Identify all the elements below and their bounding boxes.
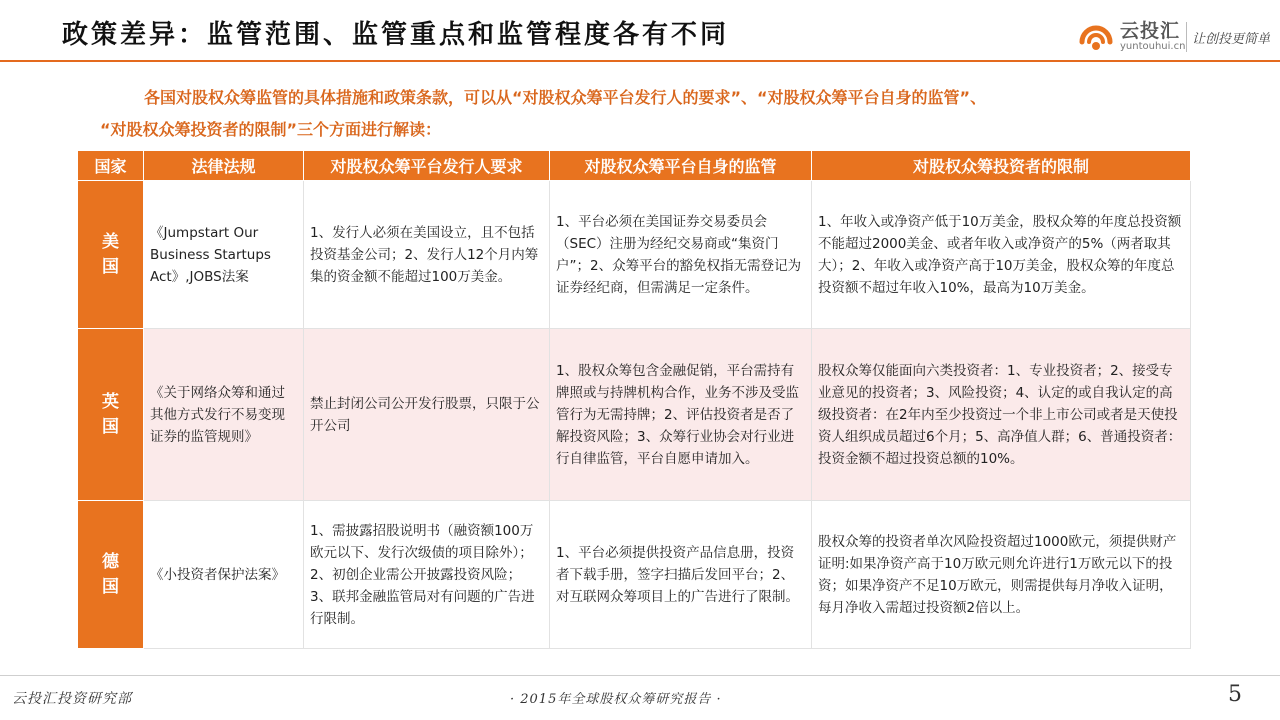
country-char: 国: [102, 416, 119, 437]
intro-text: [100, 82, 1180, 146]
logo-slogan: 让创投更简单: [1192, 32, 1271, 47]
intro-line-1: 各国对股权众筹监管的具体措施和政策条款，可以从“对股权众筹平台发行人的要求”、“对股权众筹平台自身的监管”、: [144, 88, 987, 107]
country-char: 国: [102, 256, 119, 277]
header-divider: [0, 60, 1280, 62]
logo-url: yuntouhui.cn: [1120, 41, 1186, 52]
platform-cell-us: 1、平台必须在美国证券交易委员会（SEC）注册为经纪交易商或“集资门户”；2、众筹平台的豁免权指无需登记为证券经纪商，但需满足一定条件。: [550, 181, 812, 329]
country-char: 美: [102, 231, 119, 252]
header-platform: 对股权众筹平台自身的监管: [550, 151, 812, 181]
page-number: 5: [1228, 682, 1242, 707]
investor-cell-uk: 股权众筹仅能面向六类投资者：1、专业投资者；2、接受专业意见的投资者；3、风险投资；4、认定的或自我认定的高级投资者：在2年内至少投资过一个非上市公司或者是天使投资人组织成员超过6个月；5、高净值人群；6、普通投资者：投资金额不超过投资总额的10%。: [812, 329, 1191, 501]
country-cell-us: [78, 181, 144, 329]
law-cell-us: 《Jumpstart Our Business Startups Act》,JOBS法案: [144, 181, 304, 329]
footer-divider: [0, 675, 1280, 676]
logo-name: 云投汇: [1120, 20, 1181, 42]
page-title: 政策差异：监管范围、监管重点和监管程度各有不同: [62, 20, 730, 50]
investor-cell-de: 股权众筹的投资者单次风险投资超过1000欧元，须提供财产证明:如果净资产高于10万欧元则允许进行1万欧元以下的投资；如果净资产不足10万欧元，则需提供每月净收入证明，每月净收入需超过投资额2倍以上。: [812, 501, 1191, 649]
header-investor: 对股权众筹投资者的限制: [812, 151, 1191, 181]
table-header-row: [78, 151, 1191, 181]
brand-logo: [1076, 14, 1276, 58]
footer-department: 云投汇投资研究部: [12, 691, 132, 707]
country-char: 英: [102, 391, 119, 412]
country-char: 德: [102, 551, 119, 572]
law-cell-uk: 《关于网络众筹和通过其他方式发行不易变现证券的监管规则》: [144, 329, 304, 501]
logo-divider: [1186, 22, 1187, 52]
table-row-uk: [78, 329, 1191, 501]
country-cell-uk: [78, 329, 144, 501]
issuer-cell-uk: 禁止封闭公司公开发行股票，只限于公开公司: [304, 329, 550, 501]
yuntouhui-logo-icon: [1076, 16, 1116, 56]
country-cell-de: [78, 501, 144, 649]
platform-cell-de: 1、平台必须提供投资产品信息册，投资者下载手册，签字扫描后发回平台；2、对互联网众筹项目上的广告进行了限制。: [550, 501, 812, 649]
table-row-de: [78, 501, 1191, 649]
policy-comparison-table: [77, 150, 1191, 649]
header-country: 国家: [78, 151, 144, 181]
table-row-us: [78, 181, 1191, 329]
law-cell-de: 《小投资者保护法案》: [144, 501, 304, 649]
header-issuer: 对股权众筹平台发行人要求: [304, 151, 550, 181]
country-char: 国: [102, 576, 119, 597]
investor-cell-us: 1、年收入或净资产低于10万美金，股权众筹的年度总投资额不能超过2000美金、或者年收入或净资产的5%（两者取其大）；2、年收入或净资产高于10万美金，股权众筹的年度总投资额不超过年收入10%，最高为10万美金。: [812, 181, 1191, 329]
intro-line-2: “对股权众筹投资者的限制”三个方面进行解读：: [100, 120, 442, 139]
footer-report-title: · 2015年全球股权众筹研究报告 ·: [510, 692, 722, 707]
platform-cell-uk: 1、股权众筹包含金融促销，平台需持有牌照或与持牌机构合作，业务不涉及受监管行为无需持牌；2、评估投资者是否了解投资风险；3、众筹行业协会对行业进行自律监管，平台自愿申请加入。: [550, 329, 812, 501]
issuer-cell-us: 1、发行人必须在美国设立，且不包括投资基金公司；2、发行人12个月内筹集的资金额不能超过100万美金。: [304, 181, 550, 329]
issuer-cell-de: 1、需披露招股说明书（融资额100万欧元以下、发行次级债的项目除外）；2、初创企业需公开披露投资风险；3、联邦金融监管局对有问题的广告进行限制。: [304, 501, 550, 649]
header-law: 法律法规: [144, 151, 304, 181]
